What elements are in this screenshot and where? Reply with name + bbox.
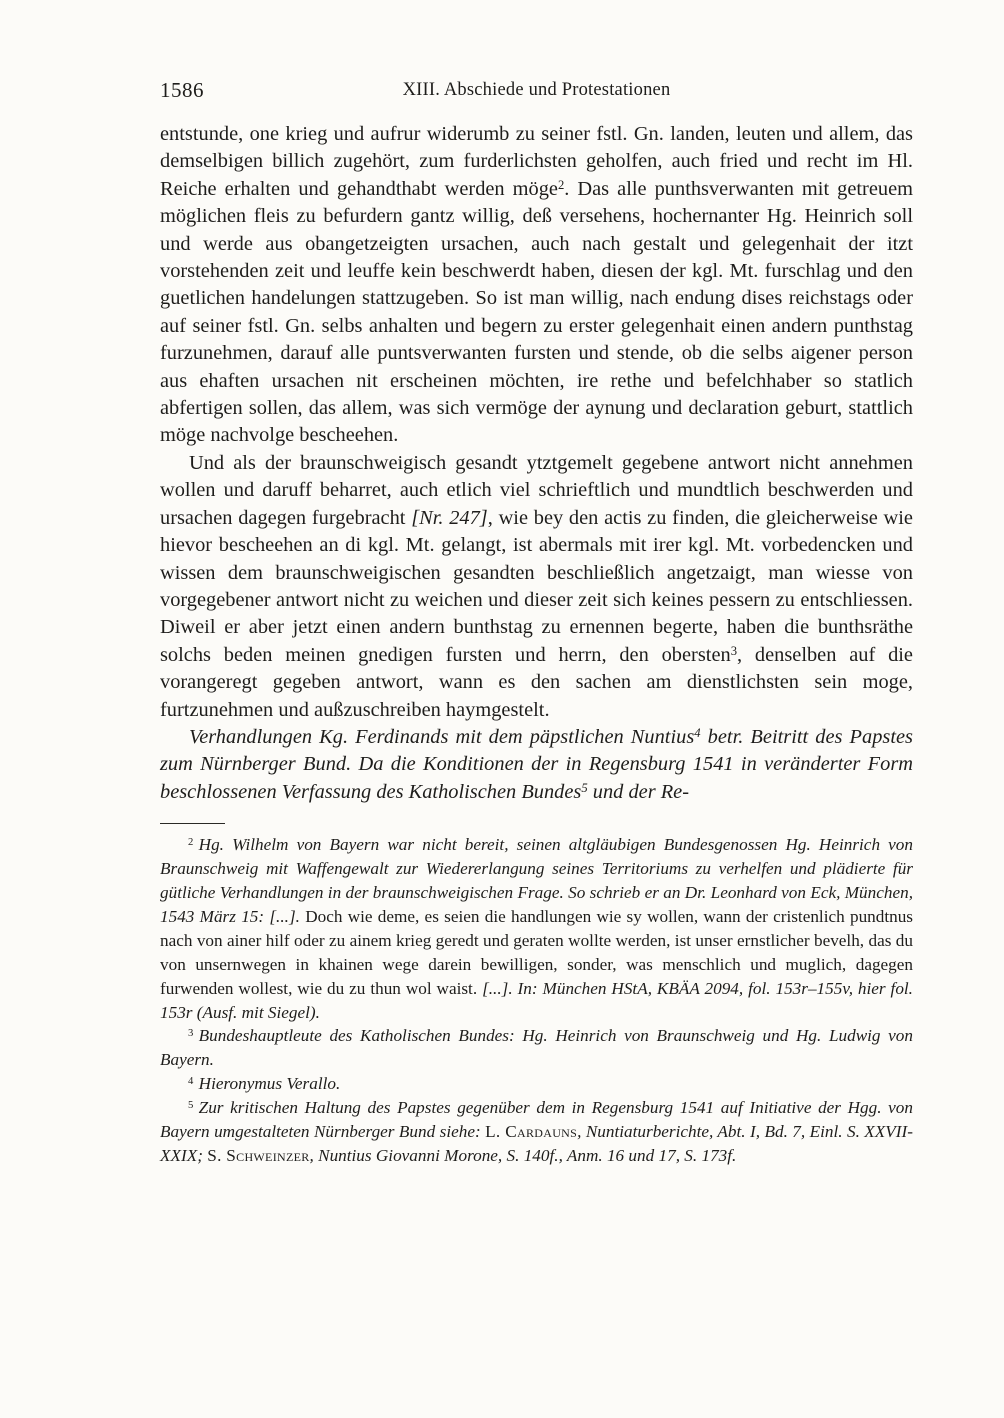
footnote-4: $^4$ Hieronymus Verallo. xyxy=(188,1074,341,1094)
page-header xyxy=(160,78,913,106)
body-paragraph-2: Und als der braunschweigisch gesandt ytztgemelt gegebene antwort nicht annehmen wollen und daruff beharret, auch etlich viel schrieftlich und mundtlich beschwerden und ursachen dagegen furgebracht [Nr. 247], wie bey den actis zu finden, die gleicherweise wie hievor bescheehen an di kgl. Mt. gelangt, ist abermals mit irer kgl. Mt. vorbedencken und wissen dem braunschweigischen gesandten beschließlich angetzaigt, man wiesse von vorgegebener antwort nicht zu weichen und dieser zeit sich keines pessern zu entschliessen. Diweil er aber jetzt einen andern bunthstag zu ernennen begerte, haben die bunthsräthe solchs beden meinen gnedigen fursten und herrn, den obersten$^3$, denselben auf die vorangeregt gegeben antwort, wann es den sachen am dienstlichsten sein moge, furtzunehmen und außzuschreiben haymgestelt. xyxy=(160,451,913,721)
footnote-separator-rule xyxy=(160,823,225,824)
footnotes-block xyxy=(160,833,913,1168)
footnote-3: $^3$ Bundeshauptleute des Katholischen Bundes: Hg. Heinrich von Braunschweig und Hg. Ludwig von Bayern. xyxy=(160,1026,913,1070)
page-number: 1586 xyxy=(160,78,204,102)
footnote-2: $^2$ Hg. Wilhelm von Bayern war nicht bereit, seinen altgläubigen Bundesgenossen Hg. Heinrich von Braunschweig mit Waffengewalt zur Wiedererlangung seines Territoriums zu verhelfen und plädierte für gütliche Verhandlungen in der braunschweigischen Frage. So schrieb er an Dr. Leonhard von Eck, München, 1543 März 15: [...]. Doch wie deme, es seien die handlungen wie sy wollen, wann der cristenlich pundtnus nach von ainer hilf oder zu ainem krieg geredt und geraten wollte werden, ist unser ernstlicher bevelh, das du von unsernwegen in khainen wege darein bewilligen, sonder, was menschlich und muglich, dagegen furwenden wollest, wie du zu thun wol waist. [...]. In: München HStA, KBÄA 2094, fol. 153r–155v, hier fol. 153r (Ausf. mit Siegel). xyxy=(160,835,913,1022)
main-text xyxy=(160,121,913,806)
body-paragraph-1: entstunde, one krieg und aufrur widerumb zu seiner fstl. Gn. landen, leuten und allem, das demselbigen billich zugehört, zum furderlichsten geholfen, auch fried und recht im Hl. Reiche erhalten und gehandthabt werden möge$^2$. Das alle punthsverwanten mit getreuem möglichen fleis zu befurdern gantz willig, deß versehens, hochernanter Hg. Heinrich soll und werde aus obangetzeigten ursachen, auch nach gestalt und gelegenhait der itzt vorstehenden zeit und leuffe kein beschwerdt haben, diesen der kgl. Mt. furschlag und den guetlichen handelungen stattzugeben. So ist man willig, nach endung dises reichstags oder auf seiner fstl. Gn. selbs anhalten und begern zu erster gelegenhait einen andern punthstag furzunehmen, darauf alle puntsverwanten fursten und stende, ob die selbs aigener person aus ehaften ursachen nit erscheinen möchten, ire rethe und befelchhaber so statlich abfertigen sollen, das allem, was sich vermöge der aynung und declaration geburt, stattlich möge nachvolge bescheehen. xyxy=(160,123,914,447)
body-paragraph-3: Verhandlungen Kg. Ferdinands mit dem päpstlichen Nuntius$^4$ betr. Beitritt des Papstes zum Nürnberger Bund. Da die Konditionen der in Regensburg 1541 in veränderter Form beschlossenen Verfassung des Katholischen Bundes$^5$ und der Re- xyxy=(160,725,913,803)
footnote-5: $^5$ Zur kritischen Haltung des Papstes gegenüber dem in Regensburg 1541 auf Initiative der Hgg. von Bayern umgestalteten Nürnberger Bund siehe: L. Cardauns, Nuntiaturberichte, Abt. I, Bd. 7, Einl. S. XXVII-XXIX; S. Schweinzer, Nuntius Giovanni Morone, S. 140f., Anm. 16 und 17, S. 173f. xyxy=(160,1098,913,1165)
text-column xyxy=(160,78,913,1168)
running-head: XIII. Abschiede und Protestationen xyxy=(402,80,671,100)
